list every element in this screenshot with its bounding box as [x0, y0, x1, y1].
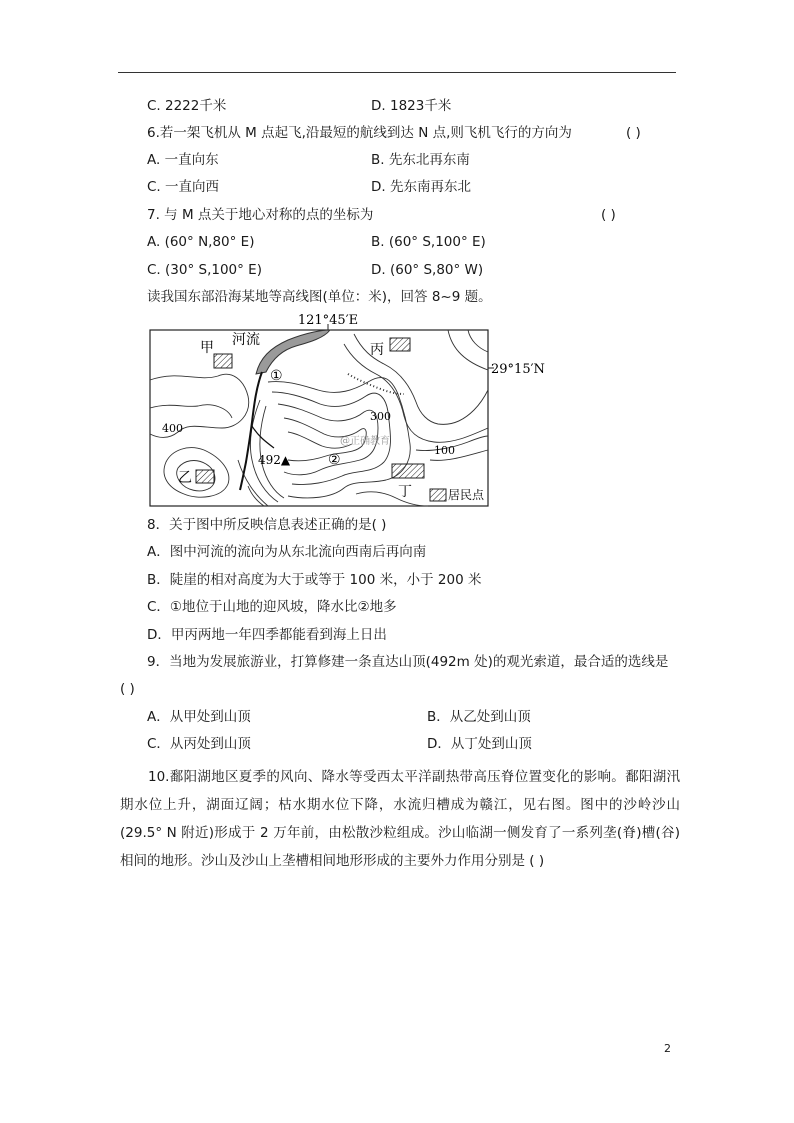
settlement-bing	[390, 338, 410, 351]
cliff-line	[348, 374, 404, 394]
q7-stem: 7. 与 M 点关于地心对称的点的坐标为	[147, 207, 374, 223]
longitude-label: 121°45′E	[297, 313, 359, 328]
q7-option-c: C. (30° S,100° E)	[147, 262, 262, 278]
q8-stem: 8．关于图中所反映信息表述正确的是( )	[147, 517, 387, 533]
q6-option-d: D. 先东南再东北	[371, 179, 471, 195]
location-mark-2: ②	[328, 452, 341, 468]
location-mark-1: ①	[270, 368, 283, 384]
q9-option-d: D．从丁处到山顶	[427, 736, 532, 752]
settlement-ding	[392, 464, 424, 478]
q8-option-a: A．图中河流的流向为从东北流向西南后再向南	[147, 544, 427, 560]
river-estuary	[256, 330, 330, 374]
q10-paragraph: 10.鄱阳湖地区夏季的风向、降水等受西太平洋副热带高压脊位置变化的影响。鄱阳湖汛期水位上升，湖面辽阔；枯水期水位下降，水流归槽成为赣江，见右图。图中的沙岭沙山(29.5° N 附近)形成于 2 万年前，由松散沙粒组成。沙山临湖一侧发育了一系列垄(脊)槽(谷)相间的地形。沙山及沙山上垄槽相间地形形成的主要外力作用分别是 ( )	[120, 769, 680, 869]
q6-answer-paren: ( )	[626, 125, 641, 141]
q6-stem: 6.若一架飞机从 M 点起飞,沿最短的航线到达 N 点,则飞机飞行的方向为	[147, 125, 572, 141]
legend-label: 居民点	[448, 488, 485, 502]
q9-answer-paren: ( )	[120, 681, 135, 697]
q9-option-c: C．从丙处到山顶	[147, 736, 251, 752]
watermark: @正确教育	[340, 436, 390, 447]
contour-label-300: 300	[370, 410, 391, 423]
section-intro: 读我国东部沿海某地等高线图(单位：米)，回答 8~9 题。	[147, 289, 492, 305]
q6-option-b: B. 先东北再东南	[371, 152, 470, 168]
q7-option-a: A. (60° N,80° E)	[147, 234, 255, 250]
q6-option-c: C. 一直向西	[147, 179, 220, 195]
legend-swatch	[430, 489, 446, 501]
settlement-yi	[196, 470, 214, 483]
q9-option-a: A．从甲处到山顶	[147, 709, 251, 725]
summit-label: 492▲	[258, 453, 291, 467]
q8-option-b: B．陡崖的相对高度为大于或等于 100 米，小于 200 米	[147, 572, 482, 588]
q5-option-c: C. 2222千米	[147, 98, 227, 114]
contour-label-100: 100	[434, 444, 455, 457]
header-rule	[118, 72, 676, 73]
label-yi: 乙	[178, 470, 192, 486]
q9-stem: 9．当地为发展旅游业，打算修建一条直达山顶(492m 处)的观光索道，最合适的选线是	[147, 654, 669, 670]
q8-option-c: C．①地位于山地的迎风坡，降水比②地多	[147, 599, 397, 615]
label-bing: 丙	[370, 342, 384, 358]
latitude-label: 29°15′N	[491, 362, 545, 377]
settlement-jia	[214, 354, 232, 368]
q5-option-d: D. 1823千米	[371, 98, 452, 114]
q7-option-b: B. (60° S,100° E)	[371, 234, 486, 250]
label-river: 河流	[232, 332, 260, 348]
contour-label-400: 400	[162, 422, 183, 435]
q9-option-b: B．从乙处到山顶	[427, 709, 531, 725]
contour-map	[148, 310, 548, 510]
river-tributary	[252, 426, 274, 448]
q7-answer-paren: ( )	[601, 207, 616, 223]
label-ding: 丁	[398, 484, 412, 500]
river-line	[240, 372, 262, 490]
label-jia: 甲	[200, 340, 214, 356]
q6-option-a: A. 一直向东	[147, 152, 219, 168]
q8-option-d: D．甲丙两地一年四季都能看到海上日出	[147, 627, 387, 643]
settlement-markers	[196, 338, 446, 501]
page-number: 2	[664, 1042, 671, 1055]
q7-option-d: D. (60° S,80° W)	[371, 262, 484, 278]
